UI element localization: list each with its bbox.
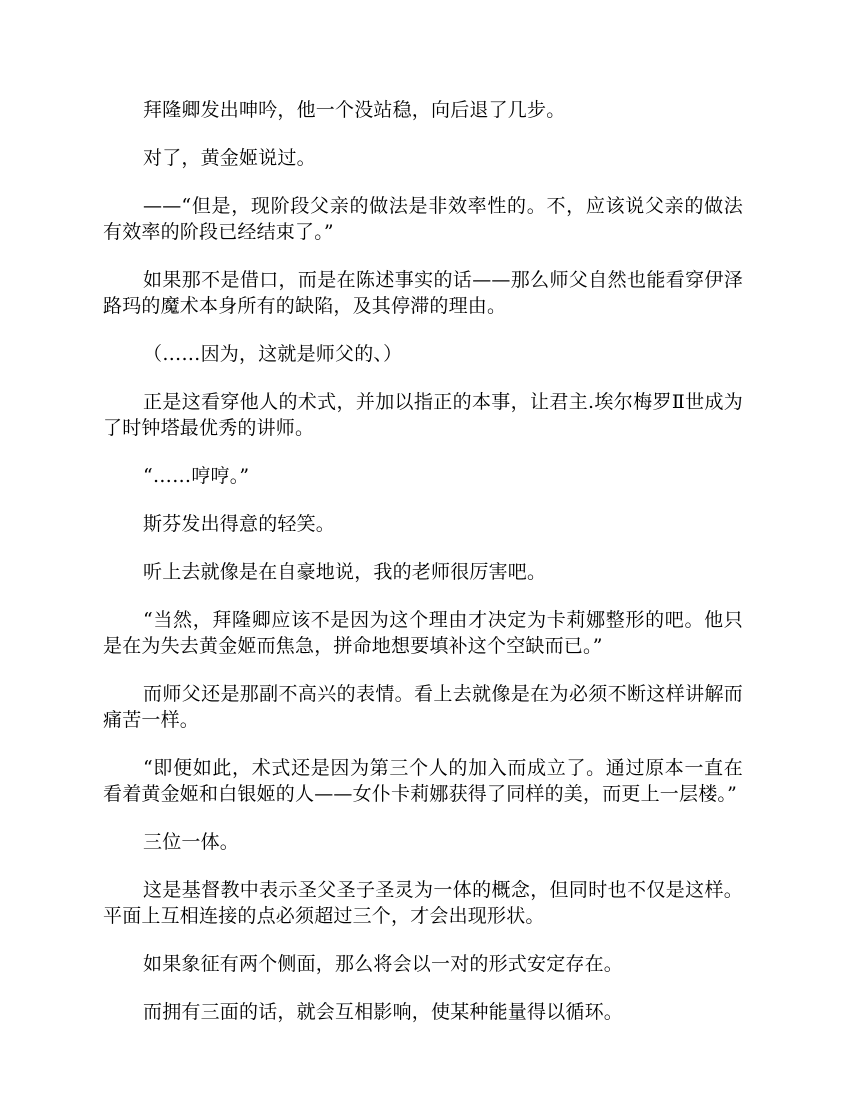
- paragraph: （……因为，这就是师父的、）: [143, 343, 403, 365]
- paragraph: 而师父还是那副不高兴的表情。看上去就像是在为必须不断这样讲解而痛苦一样。: [103, 683, 743, 731]
- paragraph: 这是基督教中表示圣父圣子圣灵为一体的概念，但同时也不仅是这样。平面上互相连接的点必须超过三个，才会出现形状。: [103, 879, 743, 927]
- paragraph: “当然，拜隆卿应该不是因为这个理由才决定为卡莉娜整形的吧。他只是在为失去黄金姬而焦急，拼命地想要填补这个空缺而已。”: [103, 609, 743, 657]
- paragraph: “即便如此，术式还是因为第三个人的加入而成立了。通过原本一直在看着黄金姬和白银姬的人——女仆卡莉娜获得了同样的美，而更上一层楼。”: [103, 757, 743, 805]
- paragraph: 听上去就像是在自豪地说，我的老师很厉害吧。: [143, 561, 547, 583]
- paragraph: 如果象征有两个侧面，那么将会以一对的形式安定存在。: [143, 953, 624, 975]
- paragraph: 对了，黄金姬说过。: [143, 147, 316, 169]
- paragraph: ——“但是，现阶段父亲的做法是非效率性的。不，应该说父亲的做法有效率的阶段已经结束了。”: [103, 195, 743, 243]
- paragraph: 而拥有三面的话，就会互相影响，使某种能量得以循环。: [143, 1001, 624, 1023]
- paragraph: 正是这看穿他人的术式，并加以指正的本事，让君主.埃尔梅罗Ⅱ世成为了时钟塔最优秀的讲师。: [103, 391, 743, 439]
- document-body: [103, 97, 743, 1047]
- paragraph: “……哼哼。”: [143, 465, 250, 487]
- paragraph: 如果那不是借口，而是在陈述事实的话——那么师父自然也能看穿伊泽路玛的魔术本身所有的缺陷，及其停滞的理由。: [103, 269, 743, 317]
- paragraph: 三位一体。: [143, 831, 240, 853]
- paragraph: 斯芬发出得意的轻笑。: [143, 513, 336, 535]
- paragraph: 拜隆卿发出呻吟，他一个没站稳，向后退了几步。: [143, 99, 566, 121]
